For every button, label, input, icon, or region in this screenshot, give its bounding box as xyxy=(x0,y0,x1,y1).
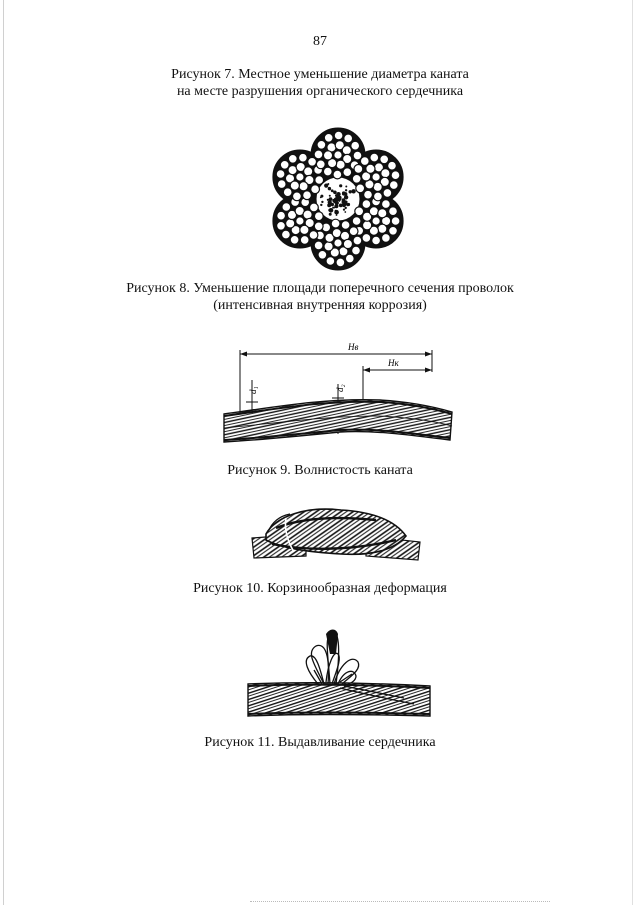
core-extrusion-drawing xyxy=(244,624,434,722)
caption-line: Рисунок 7. Местное уменьшение диаметра каната xyxy=(171,67,469,82)
caption-line: Рисунок 9. Волнистость каната xyxy=(227,463,413,478)
diameter-1-label: d₁ xyxy=(248,386,258,394)
scan-edge-left xyxy=(3,0,4,905)
caption-line: (интенсивная внутренняя коррозия) xyxy=(213,298,427,313)
figure-11-caption xyxy=(60,734,580,751)
figure-11-core-extrusion xyxy=(244,624,434,722)
scan-edge-right xyxy=(632,0,633,905)
basket-deformation-drawing xyxy=(246,500,426,570)
overall-length-label: Hв xyxy=(348,342,359,352)
rope-cross-section-drawing xyxy=(266,126,410,272)
figure-9-caption xyxy=(60,462,580,479)
caption-line: Рисунок 11. Выдавливание сердечника xyxy=(204,735,436,750)
figure-8-rope-cross-section xyxy=(266,126,410,272)
figure-10-basket-deformation xyxy=(246,500,426,570)
figure-10-caption xyxy=(60,580,580,597)
caption-line: на месте разрушения органического сердечника xyxy=(176,84,464,99)
figure-8-caption xyxy=(60,280,580,314)
wave-length-label: Hк xyxy=(388,358,399,368)
rope-waviness-drawing xyxy=(210,332,460,450)
caption-line: Рисунок 8. Уменьшение площади поперечного сечения проволок xyxy=(126,281,514,296)
scan-edge-bottom xyxy=(250,901,550,903)
diameter-2-label: d₂ xyxy=(335,384,345,392)
figure-9-rope-waviness xyxy=(210,332,460,450)
figure-7-caption xyxy=(60,66,580,100)
page-number: 87 xyxy=(313,34,327,49)
caption-line: Рисунок 10. Корзинообразная деформация xyxy=(193,581,447,596)
